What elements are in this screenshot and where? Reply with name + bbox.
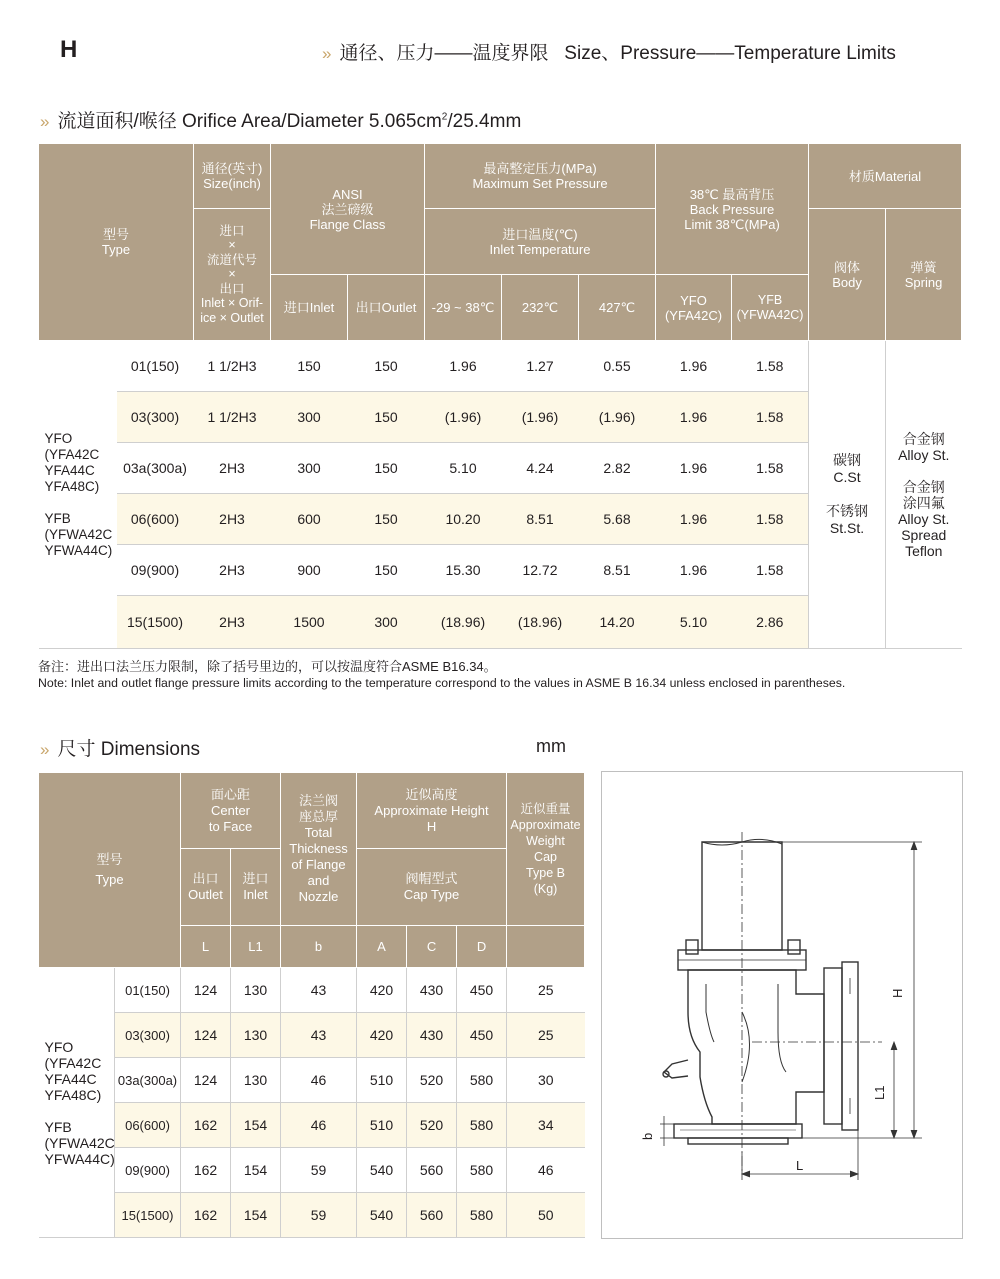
th-cap: 阀帽型式 Cap Type <box>357 849 507 926</box>
th-thickness: 法兰阀 座总厚 Total Thickness of Flange and Nozzle <box>281 773 357 926</box>
valve-drawing-svg <box>602 772 962 1238</box>
cell: 150 <box>348 443 425 494</box>
chevron-icon: » <box>40 112 48 131</box>
cell: 25 <box>507 968 585 1013</box>
model-group: YFO (YFA42C YFA44C YFA48C) YFB (YFWA42C YFWA44C) <box>39 968 115 1238</box>
cell: 1.96 <box>656 392 732 443</box>
cell: 124 <box>181 968 231 1013</box>
cell: 430 <box>407 1013 457 1058</box>
cell: 1.96 <box>656 494 732 545</box>
unit-label: mm <box>536 736 566 756</box>
cell: 30 <box>507 1058 585 1103</box>
cell: 8.51 <box>502 494 579 545</box>
valve-drawing <box>601 771 963 1239</box>
cell: 03a(300a) <box>117 443 194 494</box>
cell: 0.55 <box>579 341 656 392</box>
cell: 1.58 <box>732 341 809 392</box>
cell: 150 <box>271 341 348 392</box>
cell: (18.96) <box>425 596 502 649</box>
table-row <box>39 1103 585 1148</box>
cell: 5.10 <box>656 596 732 649</box>
cell: 34 <box>507 1103 585 1148</box>
cell: 1.58 <box>732 392 809 443</box>
cell: (1.96) <box>425 392 502 443</box>
th-height: 近似高度 Approximate Height H <box>357 773 507 849</box>
inlet-flange <box>674 1124 802 1138</box>
note-cn: 备注：进出口法兰压力限制，除了括号里边的，可以按温度符合ASME B16.34。 <box>38 659 497 674</box>
cell: 46 <box>281 1058 357 1103</box>
cell: 1 1/2H3 <box>194 341 271 392</box>
table-row <box>39 341 962 392</box>
cell: 01(150) <box>117 341 194 392</box>
cell: (1.96) <box>579 392 656 443</box>
section1-title-suffix: /25.4mm <box>447 111 522 132</box>
th-bp1: YFO (YFA42C) <box>656 275 732 341</box>
th-max-set: 最高整定压力(MPa) Maximum Set Pressure <box>425 144 656 209</box>
cell: 5.68 <box>579 494 656 545</box>
cell: 580 <box>457 1058 507 1103</box>
cell: 5.10 <box>425 443 502 494</box>
cell: 900 <box>271 545 348 596</box>
cell: 510 <box>357 1058 407 1103</box>
cell: 560 <box>407 1148 457 1193</box>
cell: 150 <box>348 494 425 545</box>
cell: 2H3 <box>194 545 271 596</box>
cell: 540 <box>357 1193 407 1238</box>
section1-title-text: 流道面积/喉径 Orifice Area/Diameter 5.065cm <box>57 111 442 132</box>
model-group: YFO (YFA42C YFA44C YFA48C) YFB (YFWA42C YFWA44C) <box>39 341 117 649</box>
th-type: 型号 Type <box>39 144 194 341</box>
th-body: 阀体 Body <box>809 209 886 341</box>
cell: 06(600) <box>117 494 194 545</box>
cell: 560 <box>407 1193 457 1238</box>
cell: 154 <box>231 1103 281 1148</box>
bolt-left <box>686 940 698 954</box>
cell: 15.30 <box>425 545 502 596</box>
cell: 15(1500) <box>115 1193 181 1238</box>
cell: 580 <box>457 1103 507 1148</box>
cell: 43 <box>281 1013 357 1058</box>
table-row <box>39 968 585 1013</box>
th-L: L <box>181 926 231 968</box>
cell: 162 <box>181 1148 231 1193</box>
cell: 124 <box>181 1058 231 1103</box>
cell: 1.58 <box>732 545 809 596</box>
cell: 2H3 <box>194 443 271 494</box>
th-ansi: ANSI 法兰磅级 Flange Class <box>271 144 425 275</box>
cell: 12.72 <box>502 545 579 596</box>
body-material: 碳钢 C.St 不锈钢 St.St. <box>809 341 886 649</box>
th-type: 型号 Type <box>39 773 181 968</box>
th-C: C <box>407 926 457 968</box>
note-en: Note: Inlet and outlet flange pressure limits according to the temperature correspond to the values in ASME B 16.34 unless enclosed in parentheses. <box>38 676 846 690</box>
cell: 300 <box>271 443 348 494</box>
cell: 03(300) <box>115 1013 181 1058</box>
table-row <box>39 1193 585 1238</box>
section1-title <box>40 106 521 133</box>
cell: 1.27 <box>502 341 579 392</box>
outlet-flange <box>824 968 842 1124</box>
th-weight-blank <box>507 926 585 968</box>
cell: (1.96) <box>502 392 579 443</box>
table-row <box>39 1148 585 1193</box>
th-inlet: 进口Inlet <box>271 275 348 341</box>
label-H: H <box>890 988 905 998</box>
cell: 162 <box>181 1103 231 1148</box>
cell: 09(900) <box>117 545 194 596</box>
cell: 1.96 <box>425 341 502 392</box>
th-material: 材质Material <box>809 144 962 209</box>
cell: 130 <box>231 1013 281 1058</box>
cell: 1500 <box>271 596 348 649</box>
cell: 25 <box>507 1013 585 1058</box>
th-size-sub-cn: 进口 × 流道代号 × 出口 <box>206 223 257 296</box>
page-title <box>322 38 896 65</box>
cell: 4.24 <box>502 443 579 494</box>
cell: 162 <box>181 1193 231 1238</box>
cell: 540 <box>357 1148 407 1193</box>
label-b: b <box>640 1132 655 1140</box>
cell: 520 <box>407 1058 457 1103</box>
cell: 1.58 <box>732 443 809 494</box>
cell: 01(150) <box>115 968 181 1013</box>
cell: 1.96 <box>656 443 732 494</box>
dimensions-table <box>38 772 585 1238</box>
cell: 43 <box>281 968 357 1013</box>
cell: 124 <box>181 1013 231 1058</box>
cell: 2H3 <box>194 494 271 545</box>
valve-body <box>688 970 824 1124</box>
cell: 300 <box>348 596 425 649</box>
section-letter: H <box>60 36 78 63</box>
page-title-text: 通径、压力——温度界限 Size、Pressure——Temperature Limits <box>339 43 896 64</box>
cell: 1.96 <box>656 545 732 596</box>
bolt-right <box>788 940 800 954</box>
th-back-pressure: 38℃ 最高背压 Back Pressure Limit 38℃(MPa) <box>656 144 809 275</box>
cell: 59 <box>281 1148 357 1193</box>
cell: 2H3 <box>194 596 271 649</box>
cell: 130 <box>231 1058 281 1103</box>
cell: 2.82 <box>579 443 656 494</box>
th-t3: 427℃ <box>579 275 656 341</box>
th-A: A <box>357 926 407 968</box>
cell: 1.96 <box>656 341 732 392</box>
th-D: D <box>457 926 507 968</box>
cell: 430 <box>407 968 457 1013</box>
th-L1: L1 <box>231 926 281 968</box>
th-inlet-temp: 进口温度(℃) Inlet Temperature <box>425 209 656 275</box>
th-ctf: 面心距 Center to Face <box>181 773 281 849</box>
table-row <box>39 1058 585 1103</box>
lever <box>664 1060 688 1078</box>
cell: 510 <box>357 1103 407 1148</box>
cell: 580 <box>457 1148 507 1193</box>
cell: 2.86 <box>732 596 809 649</box>
cell: 03(300) <box>117 392 194 443</box>
cell: 520 <box>407 1103 457 1148</box>
cell: 450 <box>457 968 507 1013</box>
chevron-icon: » <box>40 740 48 759</box>
label-L: L <box>796 1158 804 1173</box>
th-outlet: 出口 Outlet <box>181 849 231 926</box>
cell: 1 1/2H3 <box>194 392 271 443</box>
cell: 300 <box>271 392 348 443</box>
cell: 03a(300a) <box>115 1058 181 1103</box>
cell: 1.58 <box>732 494 809 545</box>
th-bp2: YFB (YFWA42C) <box>732 275 809 341</box>
cell: 600 <box>271 494 348 545</box>
pressure-table <box>38 143 962 649</box>
cell: 130 <box>231 968 281 1013</box>
th-weight: 近似重量 Approximate Weight Cap Type B (Kg) <box>507 773 585 926</box>
th-spring: 弹簧 Spring <box>886 209 962 341</box>
cell: 420 <box>357 1013 407 1058</box>
th-size-sub <box>194 209 271 341</box>
cell: 154 <box>231 1148 281 1193</box>
cell: 15(1500) <box>117 596 194 649</box>
cell: 580 <box>457 1193 507 1238</box>
cell: 46 <box>281 1103 357 1148</box>
th-b: b <box>281 926 357 968</box>
cell: 450 <box>457 1013 507 1058</box>
cell: 150 <box>348 341 425 392</box>
table-row <box>39 1013 585 1058</box>
section1-title-sup: 2 <box>441 111 448 123</box>
section2-title <box>40 734 200 761</box>
cell: 150 <box>348 392 425 443</box>
section2-title-text: 尺寸 Dimensions <box>57 739 201 760</box>
cell: 8.51 <box>579 545 656 596</box>
cell: 50 <box>507 1193 585 1238</box>
cell: 59 <box>281 1193 357 1238</box>
cell: 46 <box>507 1148 585 1193</box>
cell: 10.20 <box>425 494 502 545</box>
cell: 09(900) <box>115 1148 181 1193</box>
cell: (18.96) <box>502 596 579 649</box>
th-size-sub-en: Inlet × Orif- ice × Outlet <box>200 296 264 325</box>
th-t2: 232℃ <box>502 275 579 341</box>
th-t1: -29 ~ 38℃ <box>425 275 502 341</box>
label-L1: L1 <box>872 1085 887 1100</box>
th-size: 通径(英寸) Size(inch) <box>194 144 271 209</box>
cell: 150 <box>348 545 425 596</box>
chevron-icon: » <box>322 44 330 63</box>
cell: 14.20 <box>579 596 656 649</box>
th-outlet: 出口Outlet <box>348 275 425 341</box>
th-inlet: 进口 Inlet <box>231 849 281 926</box>
cell: 154 <box>231 1193 281 1238</box>
cell: 420 <box>357 968 407 1013</box>
spring-material: 合金钢 Alloy St. 合金钢 涂四氟 Alloy St. Spread Teflon <box>886 341 962 649</box>
cell: 06(600) <box>115 1103 181 1148</box>
